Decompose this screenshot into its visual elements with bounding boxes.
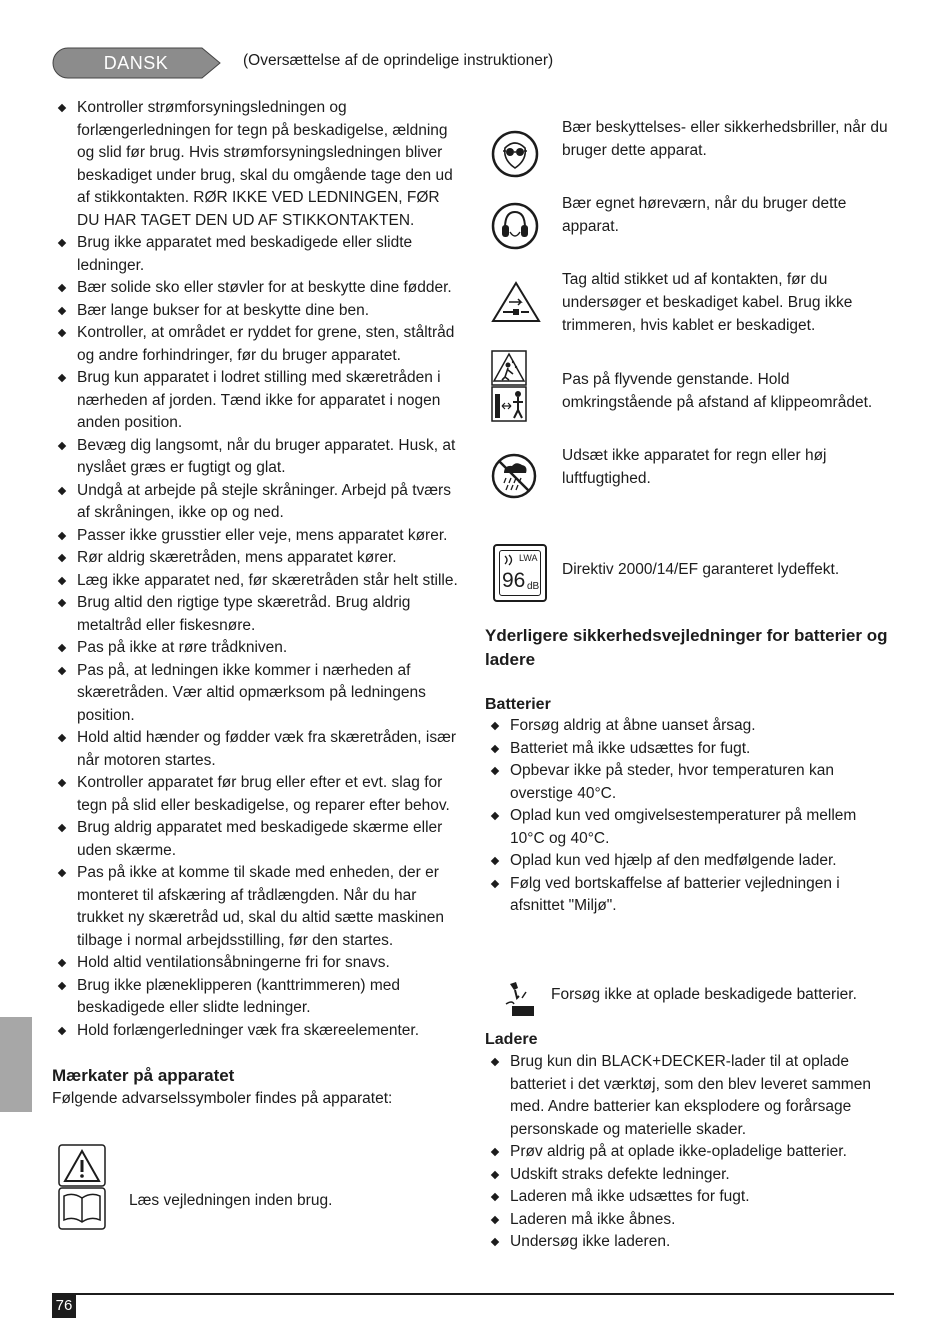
batteries-subtitle: Batterier [485,696,551,713]
list-item: Hold altid ventilationsåbningerne fri for snavs. [52,952,466,975]
lwa-unit: dB [527,581,540,592]
list-item: Brug ikke apparatet med beskadigede eller slidte ledninger. [52,232,466,277]
ear-protection-icon [491,202,539,255]
no-charge-damaged-text: Forsøg ikke at oplade beskadigede batterier. [551,986,857,1003]
list-item: Læg ikke apparatet ned, før skæretråden står helt stille. [52,570,466,593]
damaged-battery-icon [502,978,536,1023]
symbol-text: Tag altid stikket ud af kontakten, før du undersøger et beskadiget kabel. Brug ikke trimmeren, hvis kablet er beskadiget. [562,271,853,334]
list-item: Hold forlængerledninger væk fra skæreelementer. [52,1020,466,1043]
left-column [52,97,466,1042]
list-item: Batteriet må ikke udsættes for fugt. [485,738,890,761]
side-tab [0,1017,32,1112]
flying-objects-icon [491,350,527,427]
read-manual-text: Læs vejledningen inden brug. [129,1192,333,1209]
list-item: Udskift straks defekte ledninger. [485,1164,895,1187]
warning-symbols [485,110,895,610]
chargers-subtitle: Ladere [485,1031,538,1048]
list-item: Oplad kun ved omgivelsestemperaturer på mellem 10°C og 40°C. [485,805,890,850]
no-rain-icon [491,453,537,504]
lwa-label: LWA [519,553,538,563]
sound-power-icon [493,544,547,602]
lwa-value: 96 [502,569,526,592]
list-item: Laderen må ikke åbnes. [485,1209,895,1232]
list-item: Bær solide sko eller støvler for at beskytte dine fødder. [52,277,466,300]
safety-glasses-icon [491,130,539,183]
list-item: Rør aldrig skæretråden, mens apparatet kører. [52,547,466,570]
page-subtitle: (Oversættelse af de oprindelige instruktioner) [243,52,554,69]
page-number: 76 [52,1294,76,1318]
battery-section-title: Yderligere sikkerhedsvejledninger for batterier og ladere [485,626,888,669]
safety-bullet-list [52,97,466,1042]
labels-section-title: Mærkater på apparatet [52,1066,235,1085]
list-item: Undgå at arbejde på stejle skråninger. Arbejd på tværs af skråningen, ikke op og ned. [52,480,466,525]
list-item: Pas på ikke at røre trådkniven. [52,637,466,660]
list-item: Forsøg aldrig at åbne uanset årsag. [485,715,890,738]
language-badge [52,47,222,79]
list-item: Brug kun din BLACK+DECKER-lader til at oplade batteriet i det værktøj, som den blev leveret sammen med. Andre batterier kan eksplodere og forårsage personskade og materielle skader. [485,1051,895,1141]
symbol-text: Pas på flyvende genstande. Hold omkringstående på afstand af klippeområdet. [562,371,873,411]
list-item: Kontroller, at området er ryddet for grene, sten, ståltråd og andre forhindringer, før du bruger apparatet. [52,322,466,367]
list-item: Brug aldrig apparatet med beskadigede skærme eller uden skærme. [52,817,466,862]
list-item: Pas på, at ledningen ikke kommer i nærheden af skæretråden. Vær altid opmærksom på ledningens position. [52,660,466,728]
list-item: Laderen må ikke udsættes for fugt. [485,1186,895,1209]
symbol-text: Udsæt ikke apparatet for regn eller høj luftfugtighed. [562,447,827,487]
unplug-warning-icon [491,280,541,329]
symbol-text: Direktiv 2000/14/EF garanteret lydeffekt. [562,561,840,578]
list-item: Kontroller strømforsyningsledningen og forlængerledningen for tegn på beskadigelse, ældning og slid før brug. Hvis strømforsyningsledningen bliver beskadiget under brug, skal du omgående tage den ud af stikkontakten. RØR IKKE VED LEDNINGEN, FØR DU HAR TAGET DEN UD AF STIKKONTAKTEN. [52,97,466,232]
list-item: Bær lange bukser for at beskytte dine ben. [52,300,466,323]
list-item: Opbevar ikke på steder, hvor temperaturen kan overstige 40°C. [485,760,890,805]
list-item: Hold altid hænder og fødder væk fra skæretråden, især når motoren startes. [52,727,466,772]
language-label: DANSK [103,53,169,73]
list-item: Brug ikke plæneklipperen (kanttrimmeren) med beskadigede eller slidte ledninger. [52,975,466,1020]
list-item: Oplad kun ved hjælp af den medfølgende lader. [485,850,890,873]
list-item: Prøv aldrig på at oplade ikke-opladelige batterier. [485,1141,895,1164]
list-item: Pas på ikke at komme til skade med enheden, der er monteret til afskæring af trådlængden. Når du har trukket ny skæretråd ud, skal du altid sætte maskinen tilbage i normal arbejdsstilling, før den startes. [52,862,466,952]
read-manual-icon [58,1144,106,1230]
batteries-list [485,715,890,918]
list-item: Brug altid den rigtige type skæretråd. Brug aldrig metaltråd eller fiskesnøre. [52,592,466,637]
chargers-list [485,1051,895,1254]
labels-intro: Følgende advarselssymboler findes på apparatet: [52,1090,393,1107]
list-item: Bevæg dig langsomt, når du bruger apparatet. Husk, at nyslået græs er fugtigt og glat. [52,435,466,480]
list-item: Brug kun apparatet i lodret stilling med skæretråden i nærheden af jorden. Tænd ikke for apparatet i nogen anden position. [52,367,466,435]
list-item: Kontroller apparatet før brug eller efter et evt. slag for tegn på slid eller beskadigelse, og reparer efter behov. [52,772,466,817]
list-item: Undersøg ikke laderen. [485,1231,895,1254]
list-item: Passer ikke grusstier eller veje, mens apparatet kører. [52,525,466,548]
sound-waves-icon [503,554,517,566]
symbol-text: Bær egnet høreværn, når du bruger dette apparat. [562,195,847,235]
symbol-text: Bær beskyttelses- eller sikkerhedsbriller, når du bruger dette apparat. [562,119,888,159]
list-item: Følg ved bortskaffelse af batterier vejledningen i afsnittet "Miljø". [485,873,890,918]
footer-rule [52,1293,894,1295]
